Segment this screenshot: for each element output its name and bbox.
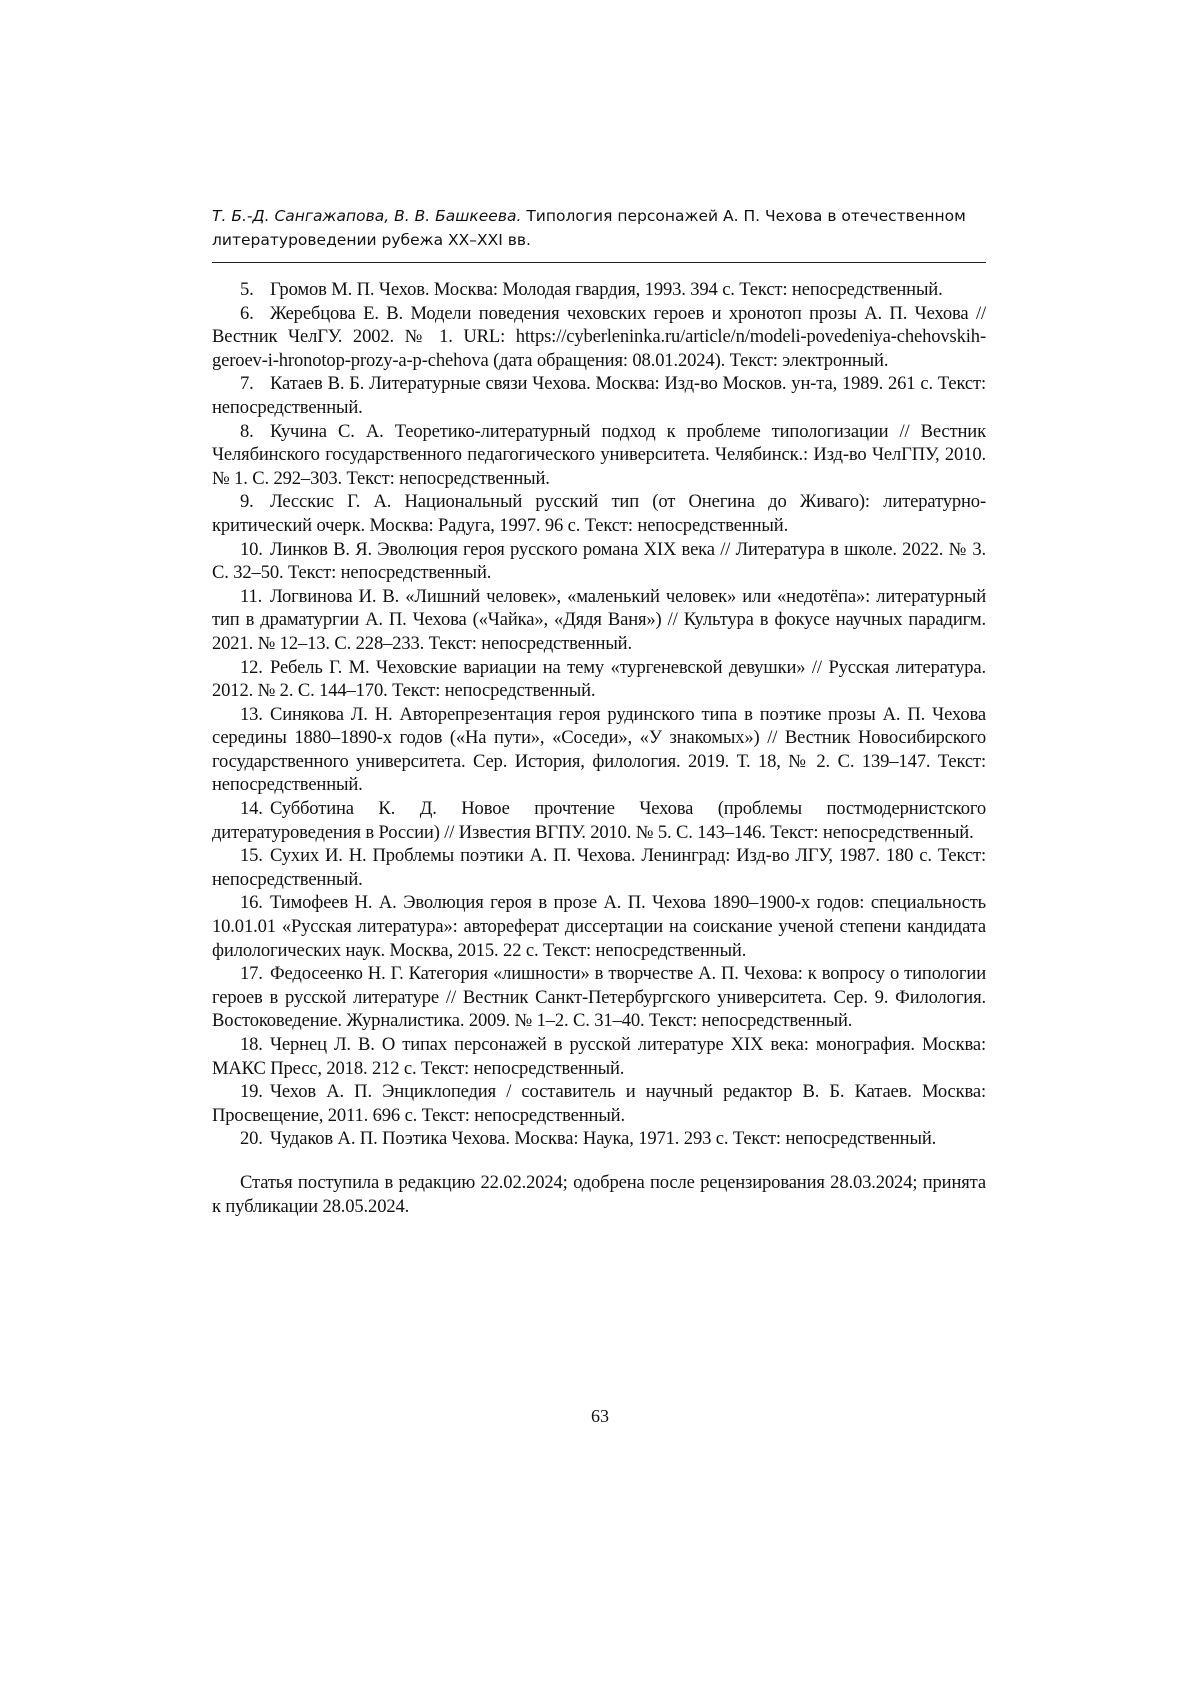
- reference-number: 12.: [240, 656, 270, 680]
- reference-item: [212, 797, 986, 844]
- reference-item: [212, 372, 986, 419]
- reference-text: Чудаков А. П. Поэтика Чехова. Москва: Наука, 1971. 293 с. Текст: непосредственный.: [270, 1128, 936, 1149]
- reference-item: [212, 278, 986, 302]
- reference-list: [212, 278, 986, 1151]
- reference-number: 17.: [240, 962, 270, 986]
- reference-item: [212, 962, 986, 1033]
- reference-text: Логвинова И. В. «Лишний человек», «маленький человек» или «недотёпа»: литературный тип в драматургии А. П. Чехова («Чайка», «Дядя Ваня») // Культура в фокусе научных парадигм. 2021. № 12–13. С. 228–233. Текст: непосредственный.: [212, 586, 986, 654]
- reference-text: Ребель Г. М. Чеховские вариации на тему «тургеневской девушки» // Русская литература. 2012. № 2. С. 144–170. Текст: непосредственный.: [212, 657, 986, 702]
- submission-note: Статья поступила в редакцию 22.02.2024; одобрена после рецензирования 28.03.2024; принята к публикации 28.05.2024.: [212, 1171, 986, 1218]
- reference-text: Катаев В. Б. Литературные связи Чехова. Москва: Изд-во Москов. ун-та, 1989. 261 с. Текст: непосредственный.: [212, 373, 986, 418]
- reference-number: 15.: [240, 844, 270, 868]
- reference-text: Линков В. Я. Эволюция героя русского романа XIX века // Литература в школе. 2022. № 3. С. 32–50. Текст: непосредственный.: [212, 539, 986, 584]
- reference-text: Субботина К. Д. Новое прочтение Чехова (проблемы постмодернистского дитературоведения в России) // Известия ВГПУ. 2010. № 5. С. 143–146. Текст: непосредственный.: [212, 798, 986, 843]
- reference-text: Тимофеев Н. А. Эволюция героя в прозе А. П. Чехова 1890–1900-х годов: специальность 10.01.01 «Русская литература»: автореферат диссертации на соискание ученой степени кандидата филологических наук. Москва, 2015. 22 с. Текст: непосредственный.: [212, 892, 986, 960]
- reference-number: 18.: [240, 1033, 270, 1057]
- reference-text: Синякова Л. Н. Авторепрезентация героя рудинского типа в поэтике прозы А. П. Чехова середины 1880–1890-х годов («На пути», «Соседи», «У знакомых») // Вестник Новосибирского государственного университета. Сер. История, филология. 2019. Т. 18, № 2. С. 139–147. Текст: непосредственный.: [212, 704, 986, 796]
- reference-number: 8.: [240, 420, 270, 444]
- reference-item: [212, 1127, 986, 1151]
- reference-text: Громов М. П. Чехов. Москва: Молодая гвардия, 1993. 394 с. Текст: непосредственный.: [270, 279, 943, 300]
- reference-item: [212, 420, 986, 491]
- reference-text: Чернец Л. В. О типах персонажей в русской литературе XIX века: монография. Москва: МАКС Пресс, 2018. 212 с. Текст: непосредственный.: [212, 1034, 986, 1079]
- header-title: Типология персонажей А. П. Чехова в отечественном литературоведении рубежа XX–XXI вв.: [212, 207, 966, 249]
- reference-number: 19.: [240, 1080, 270, 1104]
- reference-item: [212, 1033, 986, 1080]
- reference-item: [212, 656, 986, 703]
- page-content: [212, 204, 986, 1218]
- reference-item: [212, 1080, 986, 1127]
- reference-text: Лесскис Г. А. Национальный русский тип (от Онегина до Живаго): литературно-критический очерк. Москва: Радуга, 1997. 96 с. Текст: непосредственный.: [212, 491, 986, 536]
- reference-number: 20.: [240, 1127, 270, 1151]
- reference-number: 6.: [240, 302, 270, 326]
- running-header: [212, 204, 986, 263]
- reference-text: Жеребцова Е. В. Модели поведения чеховских героев и хронотоп прозы А. П. Чехова // Вестник ЧелГУ. 2002. № 1. URL: https://cyberleninka.ru/article/n/modeli-povedeniya-chehovskih-geroev-i-hronotop-prozy-a-p-chehova (дата обращения: 08.01.2024). Текст: электронный.: [212, 303, 986, 371]
- reference-number: 7.: [240, 372, 270, 396]
- header-authors: Т. Б.-Д. Сангажапова, В. В. Башкеева.: [212, 207, 521, 225]
- reference-item: [212, 302, 986, 373]
- reference-number: 11.: [240, 585, 270, 609]
- reference-number: 9.: [240, 490, 270, 514]
- reference-text: Кучина С. А. Теоретико-литературный подход к проблеме типологизации // Вестник Челябинского государственного педагогического университета. Челябинск.: Изд-во ЧелГПУ, 2010. № 1. С. 292–303. Текст: непосредственный.: [212, 421, 986, 489]
- reference-item: [212, 844, 986, 891]
- reference-text: Чехов А. П. Энциклопедия / составитель и научный редактор В. Б. Катаев. Москва: Просвещение, 2011. 696 с. Текст: непосредственный.: [212, 1081, 986, 1126]
- reference-text: Федосеенко Н. Г. Категория «лишности» в творчестве А. П. Чехова: к вопросу о типологии героев в русской литературе // Вестник Санкт-Петербургского университета. Сер. 9. Филология. Востоковедение. Журналистика. 2009. № 1–2. С. 31–40. Текст: непосредственный.: [212, 963, 986, 1031]
- reference-text: Сухих И. Н. Проблемы поэтики А. П. Чехова. Ленинград: Изд-во ЛГУ, 1987. 180 с. Текст: непосредственный.: [212, 845, 986, 890]
- reference-number: 10.: [240, 538, 270, 562]
- reference-number: 16.: [240, 891, 270, 915]
- reference-item: [212, 703, 986, 797]
- reference-number: 14.: [240, 797, 270, 821]
- reference-item: [212, 891, 986, 962]
- reference-item: [212, 585, 986, 656]
- page-number: 63: [0, 1406, 1200, 1427]
- reference-item: [212, 490, 986, 537]
- reference-number: 13.: [240, 703, 270, 727]
- reference-number: 5.: [240, 278, 270, 302]
- reference-item: [212, 538, 986, 585]
